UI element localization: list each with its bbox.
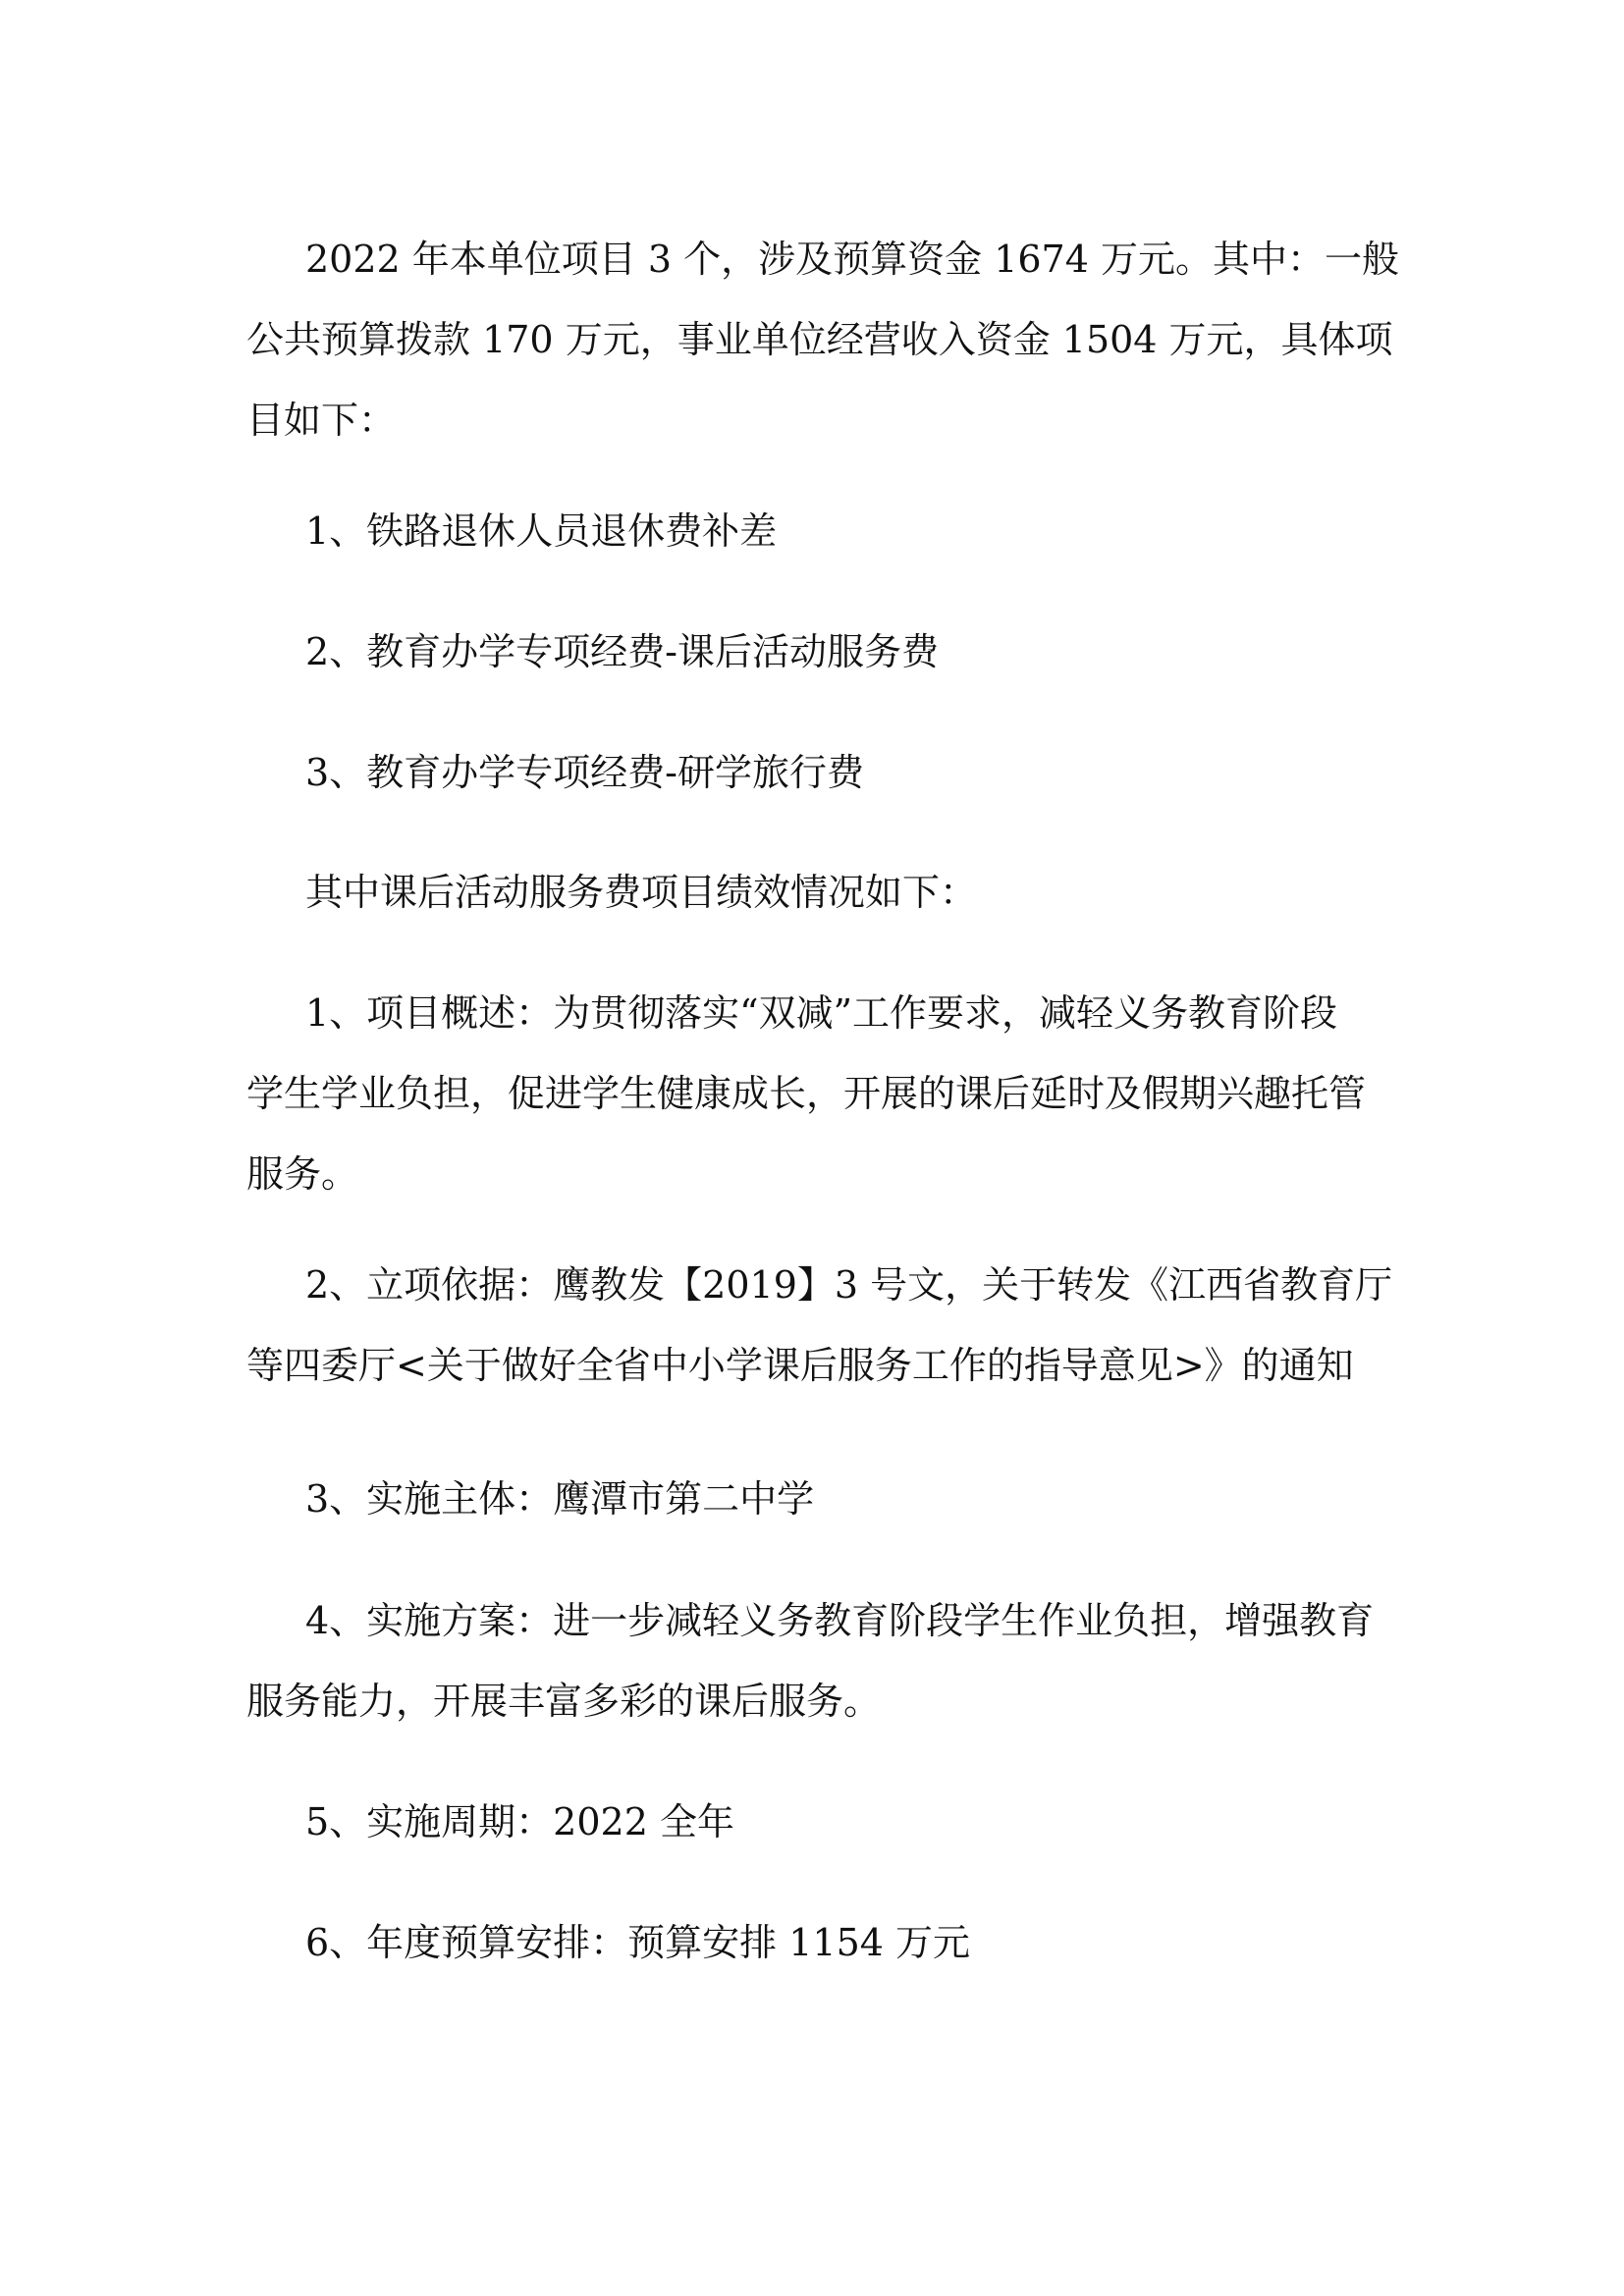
item-plan [246,1580,1387,1741]
text-line: 3、实施主体：鹰潭市第二中学 [305,1477,815,1521]
text-line: 5、实施周期：2022 全年 [305,1800,734,1843]
text-line: 2、教育办学专项经费-课后活动服务费 [305,630,940,673]
text-line: 服务。 [246,1152,359,1196]
text-line: 6、年度预算安排：预算安排 1154 万元 [305,1921,971,1964]
item-budget [246,1902,1387,1983]
text-line: 2、立项依据：鹰教发【2019】3 号文，关于转发《江西省教育厅 [305,1263,1393,1307]
text-line: 公共预算拨款 170 万元，事业单位经营收入资金 1504 万元，具体项 [246,318,1393,361]
text-line: 4、实施方案：进一步减轻义务教育阶段学生作业负担，增强教育 [305,1599,1375,1642]
text-line: 服务能力，开展丰富多彩的课后服务。 [246,1680,882,1723]
text-line: 2022 年本单位项目 3 个，涉及预算资金 1674 万元。其中：一般 [305,238,1399,281]
item-subject [246,1459,1387,1539]
item-period [246,1782,1387,1862]
text-line: 目如下： [246,399,397,442]
text-line: 学生学业负担，促进学生健康成长，开展的课后延时及假期兴趣托管 [246,1072,1367,1115]
text-line: 1、铁路退休人员退休费补差 [305,509,778,553]
list-item-project-3 [246,732,1387,813]
text-line: 等四委厅<关于做好全省中小学课后服务工作的指导意见>》的通知 [246,1344,1354,1387]
text-line: 1、项目概述：为贯彻落实“双减”工作要求，减轻义务教育阶段 [305,991,1338,1035]
paragraph-performance-intro [246,852,1387,933]
paragraph-intro [246,219,1399,460]
item-overview [246,973,1387,1214]
text-line: 3、教育办学专项经费-研学旅行费 [305,751,865,794]
text-line: 其中课后活动服务费项目绩效情况如下： [305,871,978,914]
list-item-project-2 [246,612,1387,692]
list-item-project-1 [246,491,1387,571]
item-basis [246,1245,1393,1406]
